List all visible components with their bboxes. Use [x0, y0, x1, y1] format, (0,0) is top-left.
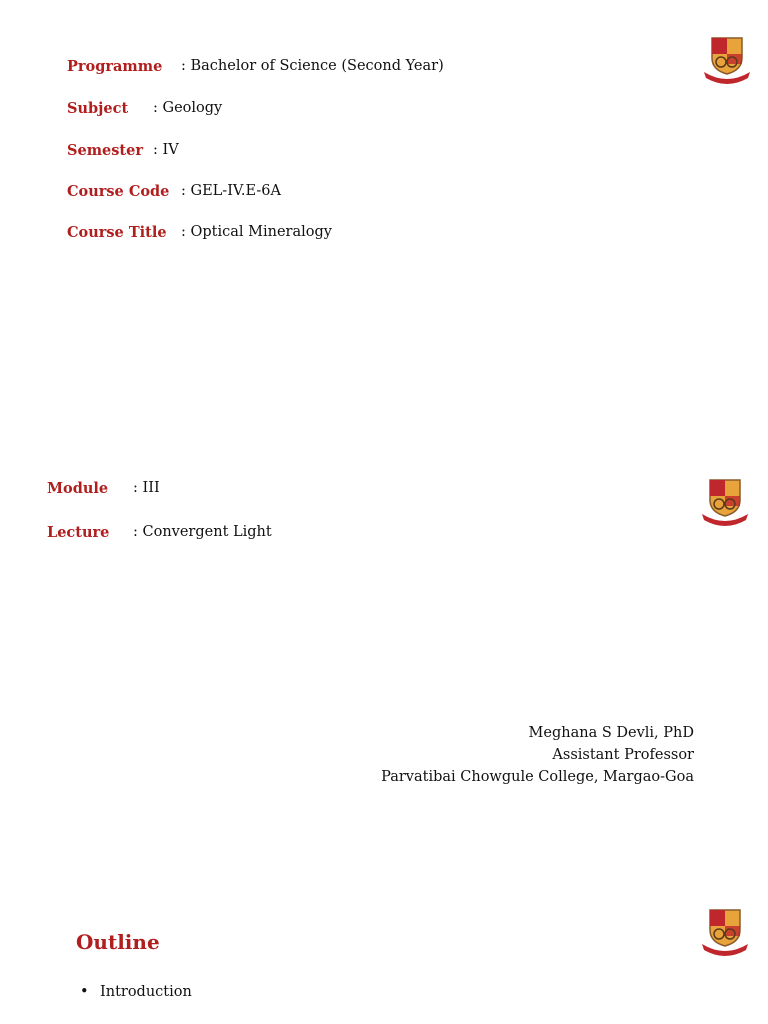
college-crest-logo — [698, 904, 752, 958]
lecture-value: : Convergent Light — [133, 524, 272, 540]
module-label: Module — [47, 480, 109, 497]
college-crest-logo — [700, 32, 754, 86]
author-designation: Assistant Professor — [552, 747, 694, 763]
slide-course-info — [0, 0, 768, 430]
semester-label: Semester — [67, 142, 143, 159]
author-name: Meghana S Devli, PhD — [528, 725, 694, 741]
slide-lecture-info — [0, 440, 768, 880]
course-title-value: : Optical Mineralogy — [181, 224, 332, 240]
semester-value: : IV — [153, 142, 179, 158]
slide-outline — [0, 880, 768, 1024]
module-value: : III — [133, 480, 160, 496]
subject-value: : Geology — [153, 100, 223, 116]
course-title-label: Course Title — [67, 224, 167, 241]
author-signature-block — [381, 722, 694, 788]
programme-value: : Bachelor of Science (Second Year) — [181, 58, 444, 74]
outline-title: Outline — [76, 930, 160, 954]
author-institution: Parvatibai Chowgule College, Margao-Goa — [381, 769, 694, 785]
subject-label: Subject — [67, 100, 129, 117]
outline-item: • Introduction — [80, 984, 192, 1000]
course-code-label: Course Code — [67, 183, 170, 200]
outline-list — [80, 984, 192, 1000]
college-crest-logo — [698, 474, 752, 528]
lecture-label: Lecture — [47, 524, 110, 541]
programme-label: Programme — [67, 58, 163, 75]
course-code-value: : GEL-IV.E-6A — [181, 183, 281, 199]
